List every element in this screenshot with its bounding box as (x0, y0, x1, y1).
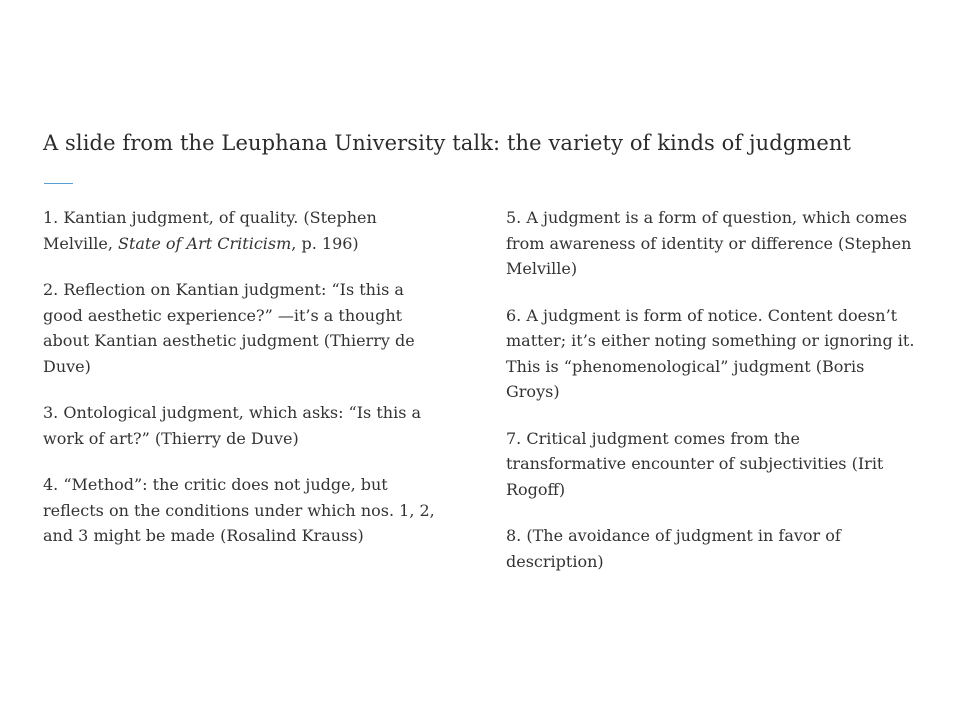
list-item-1-citation: , p. 196) (291, 233, 359, 253)
book-title: State of Art Criticism (118, 233, 292, 253)
slide-title: A slide from the Leuphana University talk: the variety of kinds of judgment (43, 131, 852, 155)
list-item-8: 8. (The avoidance of judgment in favor of description) (506, 526, 841, 571)
list-item-1 (43, 205, 448, 256)
list-item-4: 4. “Method”: the critic does not judge, but reflects on the conditions under which nos. 1, 2, and 3 might be made (Rosalind Krauss) (43, 475, 435, 545)
list-item-1-text: 1. Kantian judgment, of quality. (Stephen Melville, (43, 208, 377, 253)
right-column (506, 205, 916, 595)
title-underline-accent (44, 183, 73, 184)
list-item-5: 5. A judgment is a form of question, which comes from awareness of identity or difference (Stephen Melville) (506, 208, 912, 278)
list-item-2: 2. Reflection on Kantian judgment: “Is this a good aesthetic experience?” —it’s a thought about Kantian aesthetic judgment (Thierry de Duve) (43, 280, 415, 376)
list-item-6: 6. A judgment is form of notice. Content doesn’t matter; it’s either noting something or ignoring it. This is “phenomenological” judgment (Boris Groys) (506, 305, 915, 401)
left-column (43, 205, 448, 570)
list-item-3: 3. Ontological judgment, which asks: “Is this a work of art?” (Thierry de Duve) (43, 403, 422, 448)
list-item-7: 7. Critical judgment comes from the transformative encounter of subjectivities (Irit Rogoff) (506, 428, 884, 499)
